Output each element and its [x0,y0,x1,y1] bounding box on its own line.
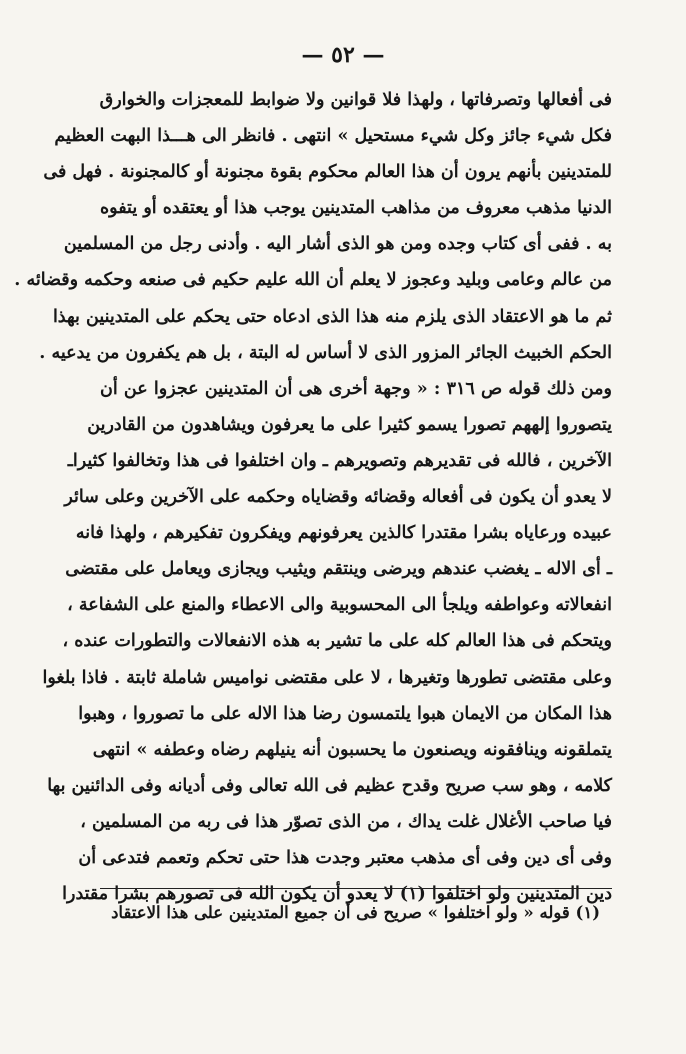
text-line: كلامه ، وهو سب صريح وقدح عظيم فى الله تعالى وفى أديانه وفى الدائنين بها [47,775,612,796]
text-line: ثم ما هو الاعتقاد الذى يلزم منه هذا الذى ادعاه حتى يحكم على المتدينين بهذا [52,306,612,327]
text-line: انفعالاته وعواطفه ويلجأ الى المحسوبية والى الاعطاء والمنع على الشفاعة ، [67,595,612,616]
body-text [14,82,612,912]
text-line: ويتحكم فى هذا العالم كله على ما تشير به هذه الانفعالات والتطورات عنده ، [62,631,612,652]
text-line: للمتدينين بأنهم يرون أن هذا العالم محكوم بقوة مجنونة أو كالمجنونة . فهل فى [43,162,612,183]
text-line: به . ففى أى كتاب وجده ومن هو الذى أشار اليه . وأدنى رجل من المسلمين [63,234,612,255]
text-line: فكل شيء جائز وكل شيء مستحيل » انتهى . فانظر الى هـــذا البهت العظيم [54,126,612,147]
text-line: عبيده ورعاياه بشرا مقتدرا كالذين يعرفونهم ويفكرون تفكيرهم ، ولهذا فانه [75,523,612,544]
text-line: ـ أى الاله ـ يغضب عندهم ويرضى وينتقم ويثيب ويجازى ويعامل على مقتضى [65,559,612,580]
text-line: الدنيا مذهب معروف من مذاهب المتدينين يوجب هذا أو يعتقده أو يتفوه [100,198,612,219]
text-line: وعلى مقتضى تطورها وتغيرها ، لا على مقتضى نواميس شاملة ثابتة . فاذا بلغوا [42,667,612,688]
text-line: الآخرين ، فالله فى تقديرهم وتصويرهم ـ وان اختلفوا فى هذا وتخالفوا كثيراـ [67,450,612,471]
text-line: فيا صاحب الأغلال غلت يداك ، من الذى تصوّر هذا فى ربه من المسلمين ، [80,811,612,832]
text-line: وفى أى دين وفى أى مذهب معتبر وجدت هذا حتى تحكم وتعمم فتدعى أن [78,847,612,868]
text-line: دين المتدينين ولو اختلفوا (١) لا يعدو أن يكون الله فى تصورهم بشرا مقتدرا [62,884,612,905]
text-line: فى أفعالها وتصرفاتها ، ولهذا فلا قوانين ولا ضوابط للمعجزات والخوارق [99,90,612,110]
footnote-divider [100,888,612,889]
page-number: — ٥٢ — [301,42,385,68]
footnote: (١) قوله « ولو اختلفوا » صريح فى أن جميع المتدينين على هذا الاعتقاد [111,903,600,922]
text-line: من عالم وعامى وبليد وعجوز لا يعلم أن الله عليم حكيم فى صنعه وحكمه وقضائه . [14,270,612,291]
text-line: هذا المكان من الايمان هبوا يلتمسون رضا هذا الاله على ما تصوروا ، وهبوا [78,703,612,724]
text-line: لا يعدو أن يكون فى أفعاله وقضائه وقضاياه وحكمه على الآخرين وعلى سائر [64,487,612,508]
text-line: يتصوروا إلههم تصورا يسمو كثيرا على ما يعرفون ويشاهدون من القادرين [87,414,612,435]
text-line: الحكم الخبيث الجائر المزور الذى لا أساس له البتة ، بل هم يكفرون من يدعيه . [39,342,612,363]
text-line: يتملقونه وينافقونه ويصنعون ما يحسبون أنه ينيلهم رضاه وعطفه » انتهى [92,739,612,760]
text-line: ومن ذلك قوله ص ٣١٦ : « وجهة أخرى هى أن المتدينين عجزوا عن أن [100,378,612,399]
